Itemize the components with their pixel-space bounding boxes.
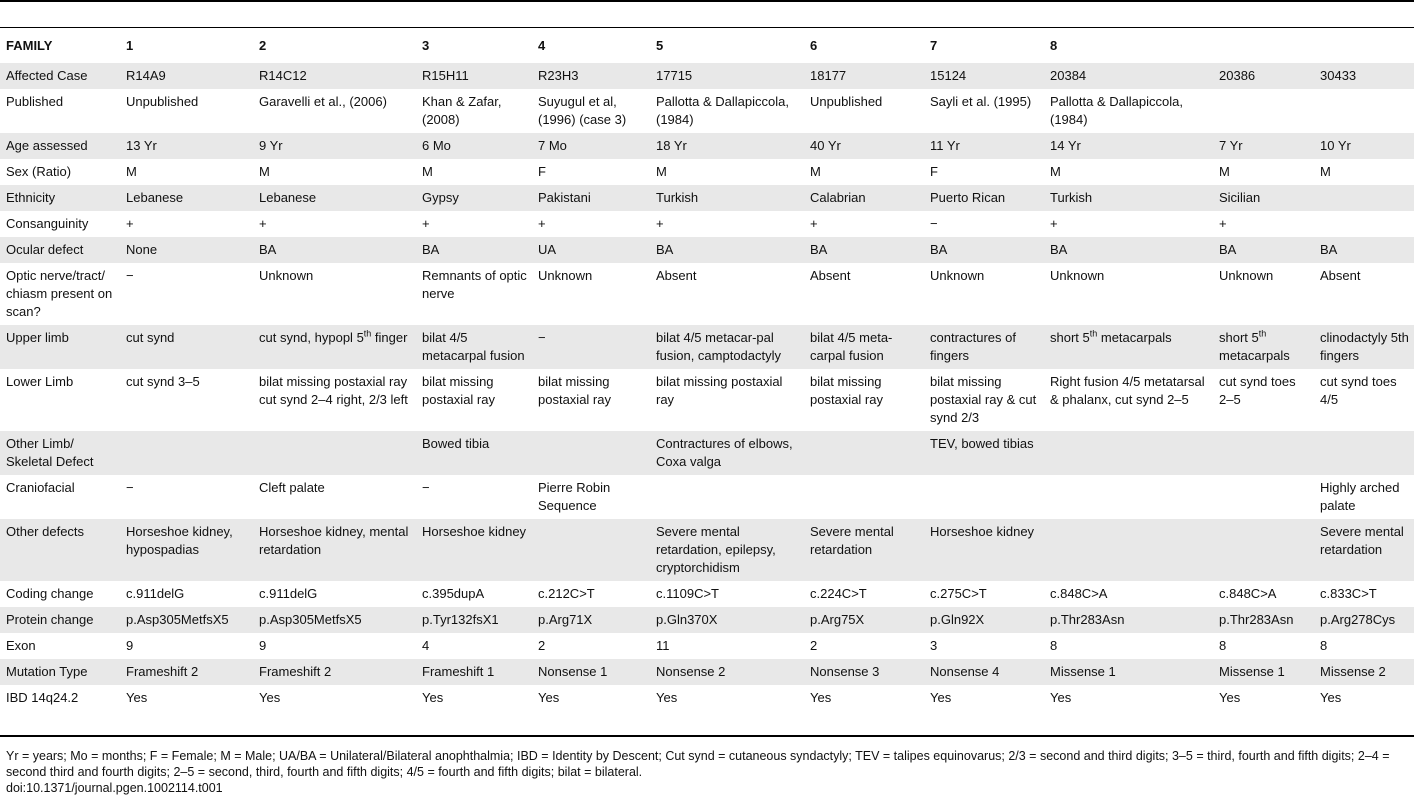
table-row <box>0 133 1414 159</box>
header-cell: 7 <box>930 38 938 53</box>
row-label: Mutation Type <box>6 664 88 679</box>
table-row <box>0 89 1414 133</box>
table-cell: Suyugul et al, (1996) (case 3) <box>538 94 627 127</box>
table-cell: 7 Mo <box>538 138 567 153</box>
table-cell: clinodactyly 5th fingers <box>1320 330 1409 363</box>
table-cell <box>1314 185 1414 211</box>
footnote: Yr = years; Mo = months; F = Female; M = Male; UA/BA = Unilateral/Bilateral anophthalmia; IBD = Identity by Descent; Cut synd = cutaneous syndactyly; TEV = talipes equinovarus; 2/3 = second and third digits; 3–5 = third, fourth and fifth digits; 2–4 = second third and fourth digits; 2–5 = second, third, fourth and fifth digits; 4/5 = fourth and fifth digits; bilat = bilateral. <box>6 749 1390 779</box>
table-cell: Nonsense 1 <box>538 664 608 679</box>
table-cell: − <box>422 480 430 495</box>
table-cell: p.Asp305MetfsX5 <box>259 612 362 627</box>
table-cell: Pallotta & Dallapiccola, (1984) <box>1050 94 1183 127</box>
table-cell: cut synd 3–5 <box>126 374 200 389</box>
table-cell: p.Asp305MetfsX5 <box>126 612 229 627</box>
table-cell: Missense 1 <box>1219 664 1285 679</box>
table-cell: Yes <box>538 690 560 705</box>
table-cell: p.Gln92X <box>930 612 985 627</box>
table-cell: Severe mental retardation, epilepsy, cryptorchidism <box>656 524 776 575</box>
table-cell <box>253 431 416 475</box>
table-cell <box>1314 211 1414 237</box>
table-cell: p.Gln370X <box>656 612 718 627</box>
table-cell: Contractures of elbows, Coxa valga <box>656 436 793 469</box>
header-cell: 1 <box>126 38 134 53</box>
header-cell: 8 <box>1050 38 1058 53</box>
table-cell <box>804 431 924 475</box>
table-cell: Highly arched palate <box>1320 480 1400 513</box>
table-cell: Unpublished <box>810 94 883 109</box>
row-label: Exon <box>6 638 36 653</box>
data-table <box>0 28 1414 711</box>
table-cell: Calabrian <box>810 190 866 205</box>
table-cell: Unknown <box>1219 268 1274 283</box>
table-cell <box>804 475 924 519</box>
table-cell: 2 <box>810 638 818 653</box>
table-cell <box>1314 431 1414 475</box>
table-cell: Frameshift 2 <box>259 664 332 679</box>
table-row <box>0 369 1414 431</box>
ordinal-suffix: th <box>1258 328 1267 339</box>
table-cell: + <box>126 216 134 231</box>
header-cell <box>1213 28 1314 63</box>
table-cell: M <box>1320 164 1331 179</box>
table-cell: Gypsy <box>422 190 459 205</box>
table-cell: Bowed tibia <box>422 436 490 451</box>
table-cell: Unpublished <box>126 94 199 109</box>
table-cell <box>1213 431 1314 475</box>
table-cell: cut synd toes 2–5 <box>1219 374 1296 407</box>
table-cell: R14C12 <box>259 68 307 83</box>
table-cell: p.Arg71X <box>538 612 593 627</box>
table-cell: Lebanese <box>126 190 184 205</box>
ordinal-suffix: th <box>363 328 372 339</box>
row-label: Affected Case <box>6 68 88 83</box>
table-cell: M <box>1219 164 1230 179</box>
table-cell: 8 <box>1219 638 1227 653</box>
doi: doi:10.1371/journal.pgen.1002114.t001 <box>6 781 223 795</box>
table-cell: c.833C>T <box>1320 586 1377 601</box>
table-cell: 15124 <box>930 68 967 83</box>
table-cell: R15H11 <box>422 68 469 83</box>
row-label: Sex (Ratio) <box>6 164 72 179</box>
table-cell: 30433 <box>1320 68 1357 83</box>
table-cell: Lebanese <box>259 190 317 205</box>
row-label: Consanguinity <box>6 216 89 231</box>
table-cell: Yes <box>656 690 678 705</box>
table-cell: BA <box>930 242 948 257</box>
table-cell: R14A9 <box>126 68 166 83</box>
header-cell: 2 <box>259 38 267 53</box>
table-cell: c.911delG <box>259 586 318 601</box>
table-row <box>0 685 1414 711</box>
row-label: Protein change <box>6 612 94 627</box>
table-row <box>0 263 1414 325</box>
table-row <box>0 581 1414 607</box>
table-cell: + <box>538 216 546 231</box>
table-cell: + <box>1050 216 1058 231</box>
row-label: Age assessed <box>6 138 88 153</box>
table-cell: bilat missing postaxial ray & cut synd 2/3 <box>930 374 1037 425</box>
table-cell: c.1109C>T <box>656 586 719 601</box>
table-cell: Sayli et al. (1995) <box>930 94 1032 109</box>
table-cell: M <box>810 164 821 179</box>
row-label: Lower Limb <box>6 374 74 389</box>
table-cell: BA <box>810 242 828 257</box>
header-cell: 5 <box>656 38 664 53</box>
table-cell: Missense 2 <box>1320 664 1386 679</box>
table-cell: Yes <box>1320 690 1342 705</box>
table-row <box>0 659 1414 685</box>
table-cell: + <box>810 216 818 231</box>
table-cell: − <box>538 330 546 345</box>
ordinal-suffix: th <box>1089 328 1098 339</box>
table-row <box>0 237 1414 263</box>
table-cell: Garavelli et al., (2006) <box>259 94 387 109</box>
row-label: Ocular defect <box>6 242 84 257</box>
table-cell: c.275C>T <box>930 586 987 601</box>
table-cell <box>1314 89 1414 133</box>
header-cell: 6 <box>810 38 818 53</box>
table-cell: M <box>1050 164 1061 179</box>
table-cell: M <box>422 164 433 179</box>
table-cell: c.848C>A <box>1050 586 1108 601</box>
table-cell: p.Tyr132fsX1 <box>422 612 499 627</box>
table-row <box>0 475 1414 519</box>
table-cell: BA <box>1320 242 1338 257</box>
table-cell <box>532 519 650 581</box>
table-cell: − <box>126 480 134 495</box>
table-row <box>0 63 1414 89</box>
table-cell: Turkish <box>656 190 699 205</box>
table-cell: 14 Yr <box>1050 138 1081 153</box>
table-cell <box>120 431 253 475</box>
table-cell: Unknown <box>1050 268 1105 283</box>
table-cell: Horseshoe kidney <box>422 524 527 539</box>
table-cell <box>1213 519 1314 581</box>
row-label: Ethnicity <box>6 190 56 205</box>
table-cell: bilat missing postaxial ray cut synd 2–4 right, 2/3 left <box>259 374 408 407</box>
table-cell: UA <box>538 242 557 257</box>
row-label: Other defects <box>6 524 85 539</box>
table-cell <box>1213 89 1314 133</box>
table-cell: Horseshoe kidney, hypospadias <box>126 524 233 557</box>
table-cell: 18177 <box>810 68 847 83</box>
table-cell: cut synd, hypopl 5th finger <box>259 328 408 345</box>
table-cell: Yes <box>930 690 952 705</box>
table-cell: Yes <box>422 690 444 705</box>
table-cell: R23H3 <box>538 68 579 83</box>
table-cell: Unknown <box>930 268 985 283</box>
table-cell: cut synd <box>126 330 175 345</box>
table-cell: bilat missing postaxial ray <box>810 374 883 407</box>
table-cell: Pierre Robin Sequence <box>538 480 611 513</box>
table-cell: c.224C>T <box>810 586 867 601</box>
table-row <box>0 325 1414 369</box>
table-cell: Frameshift 2 <box>126 664 199 679</box>
table-cell: Right fusion 4/5 metatarsal & phalanx, cut synd 2–5 <box>1050 374 1205 407</box>
table-row <box>0 633 1414 659</box>
table-cell <box>1044 475 1213 519</box>
table-cell: 6 Mo <box>422 138 451 153</box>
table-row <box>0 431 1414 475</box>
table-cell: bilat 4/5 metacarpal fusion <box>422 330 525 363</box>
table-cell: 2 <box>538 638 546 653</box>
table-row <box>0 185 1414 211</box>
table-cell: Absent <box>656 268 697 283</box>
header-cell: 4 <box>538 38 546 53</box>
table-cell: BA <box>259 242 277 257</box>
table-cell: Absent <box>810 268 851 283</box>
table-cell: M <box>656 164 667 179</box>
table-cell: M <box>126 164 137 179</box>
table-cell: 8 <box>1050 638 1058 653</box>
table-cell <box>1213 475 1314 519</box>
table-cell: Nonsense 4 <box>930 664 1000 679</box>
table-cell: 7 Yr <box>1219 138 1243 153</box>
table-cell: Khan & Zafar, (2008) <box>422 94 502 127</box>
table-cell: + <box>1219 216 1227 231</box>
table-cell: Yes <box>126 690 148 705</box>
table-cell <box>924 475 1044 519</box>
row-label: Craniofacial <box>6 480 75 495</box>
table-cell: bilat missing postaxial ray <box>538 374 611 407</box>
table-cell: M <box>259 164 270 179</box>
table-cell: contractures of fingers <box>930 330 1016 363</box>
row-label: Coding change <box>6 586 94 601</box>
header-cell: 3 <box>422 38 430 53</box>
table-cell: Pakistani <box>538 190 591 205</box>
table-cell: Severe mental retardation <box>1320 524 1404 557</box>
table-cell: Cleft palate <box>259 480 325 495</box>
table-cell: Yes <box>1219 690 1241 705</box>
table-cell: 9 Yr <box>259 138 283 153</box>
table-cell: 8 <box>1320 638 1328 653</box>
table-cell: BA <box>422 242 440 257</box>
table-cell: 11 Yr <box>930 138 960 153</box>
table-cell: c.848C>A <box>1219 586 1277 601</box>
table-cell: Nonsense 3 <box>810 664 880 679</box>
table-cell: Yes <box>259 690 281 705</box>
table-cell: Unknown <box>259 268 314 283</box>
table-cell <box>532 431 650 475</box>
table-cell: 18 Yr <box>656 138 687 153</box>
table-cell: − <box>126 268 134 283</box>
table-cell <box>1044 431 1213 475</box>
table-cell: 20386 <box>1219 68 1256 83</box>
table-cell: Sicilian <box>1219 190 1261 205</box>
table-cell: 13 Yr <box>126 138 157 153</box>
table-cell: 11 <box>656 638 670 653</box>
table-cell: 4 <box>422 638 430 653</box>
table-cell: bilat missing postaxial ray <box>422 374 495 407</box>
table-cell: 40 Yr <box>810 138 841 153</box>
top-rule <box>0 0 1414 2</box>
table-cell: Missense 1 <box>1050 664 1116 679</box>
table-cell: c.911delG <box>126 586 185 601</box>
bottom-rule <box>0 735 1414 737</box>
row-label: Optic nerve/tract/ chiasm present on scan? <box>6 268 113 319</box>
row-label: Other Limb/ Skeletal Defect <box>6 436 94 469</box>
table-cell: F <box>538 164 546 179</box>
table-cell: BA <box>656 242 674 257</box>
table-cell: 20384 <box>1050 68 1087 83</box>
table-cell: Pallotta & Dallapiccola, (1984) <box>656 94 789 127</box>
table-cell: c.395dupA <box>422 586 485 601</box>
header-row <box>0 28 1414 63</box>
table-cell: Horseshoe kidney <box>930 524 1035 539</box>
table-cell: p.Arg75X <box>810 612 865 627</box>
table-cell: 17715 <box>656 68 693 83</box>
table-row <box>0 607 1414 633</box>
table-cell: cut synd toes 4/5 <box>1320 374 1397 407</box>
table-cell: Unknown <box>538 268 593 283</box>
table-cell <box>1044 519 1213 581</box>
table-row <box>0 211 1414 237</box>
table-cell: p.Thr283Asn <box>1219 612 1294 627</box>
table-cell: TEV, bowed tibias <box>930 436 1034 451</box>
table-cell: p.Thr283Asn <box>1050 612 1125 627</box>
table-cell: Remnants of optic nerve <box>422 268 527 301</box>
table-cell: Severe mental retardation <box>810 524 894 557</box>
table-cell: Turkish <box>1050 190 1093 205</box>
table-cell: 3 <box>930 638 938 653</box>
table-cell: − <box>930 216 938 231</box>
table-cell: bilat 4/5 meta-carpal fusion <box>810 330 893 363</box>
row-label: Upper limb <box>6 330 69 345</box>
table-cell: + <box>656 216 664 231</box>
table-cell: short 5th metacarpals <box>1219 328 1290 363</box>
table-cell: c.212C>T <box>538 586 595 601</box>
table-cell: Absent <box>1320 268 1361 283</box>
table-cell: Horseshoe kidney, mental retardation <box>259 524 409 557</box>
row-label: Published <box>6 94 64 109</box>
table-cell: None <box>126 242 158 257</box>
table-cell: BA <box>1219 242 1237 257</box>
header-cell <box>1314 28 1414 63</box>
table-cell: short 5th metacarpals <box>1050 328 1172 345</box>
table-cell: 9 <box>259 638 267 653</box>
table-cell: Frameshift 1 <box>422 664 495 679</box>
row-label: IBD 14q24.2 <box>6 690 79 705</box>
table-cell: BA <box>1050 242 1068 257</box>
table-cell: + <box>422 216 430 231</box>
table-cell: Yes <box>1050 690 1072 705</box>
header-cell: FAMILY <box>6 38 53 53</box>
table-cell: Yes <box>810 690 832 705</box>
table-cell: p.Arg278Cys <box>1320 612 1396 627</box>
table-cell <box>650 475 804 519</box>
table-cell: Puerto Rican <box>930 190 1006 205</box>
table-cell: F <box>930 164 938 179</box>
table-cell: 10 Yr <box>1320 138 1351 153</box>
table-cell: 9 <box>126 638 134 653</box>
table-row <box>0 159 1414 185</box>
table-footer <box>6 748 1410 796</box>
table-cell: bilat missing postaxial ray <box>656 374 783 407</box>
table-cell: Nonsense 2 <box>656 664 726 679</box>
table-cell: + <box>259 216 267 231</box>
table-row <box>0 519 1414 581</box>
table-cell: bilat 4/5 metacar-pal fusion, camptodactyly <box>656 330 782 363</box>
